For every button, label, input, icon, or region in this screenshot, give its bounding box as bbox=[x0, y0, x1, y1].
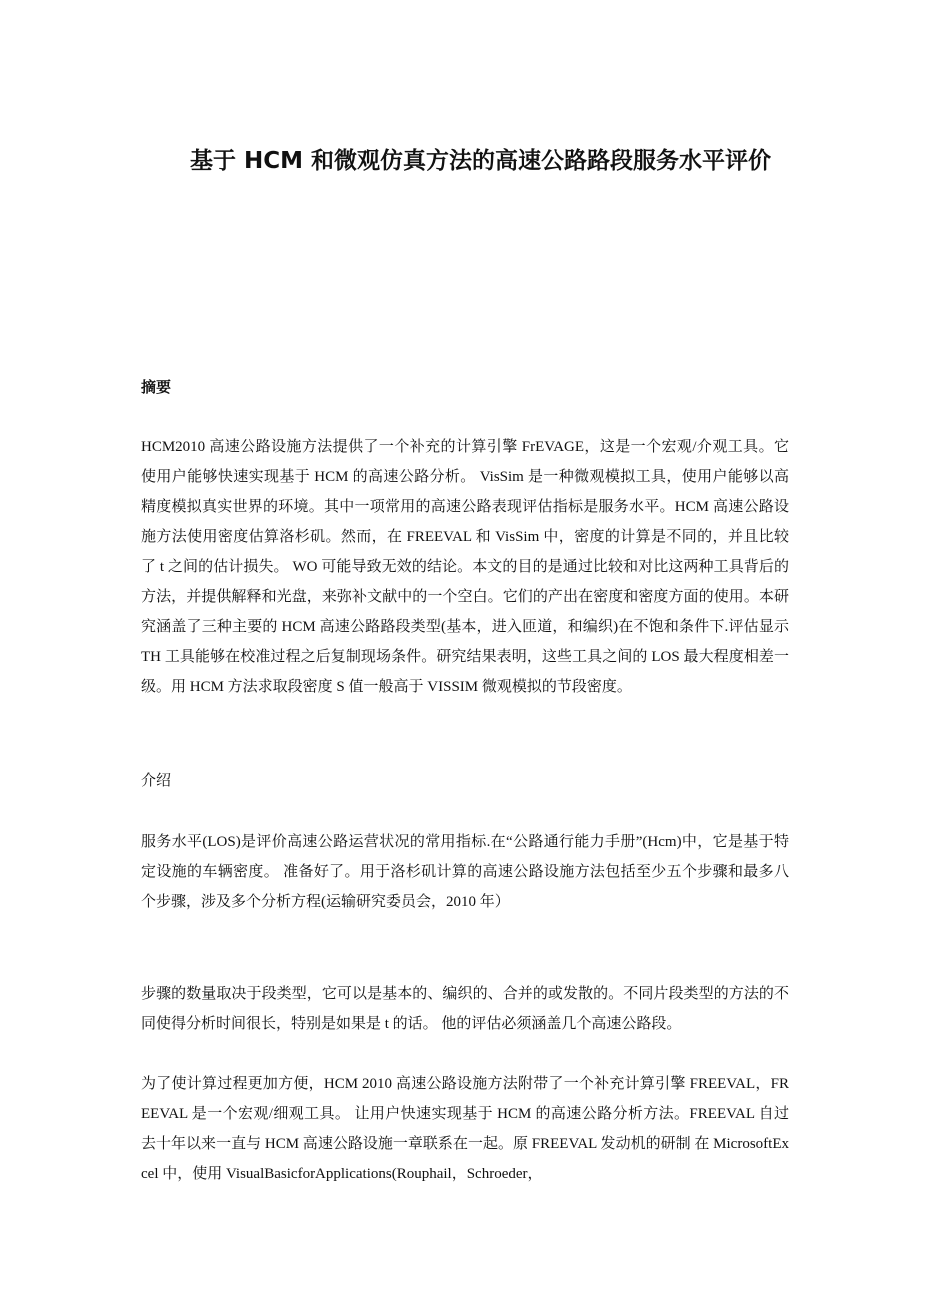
abstract-heading: 摘要 bbox=[141, 378, 172, 396]
intro-paragraph-1: 服务水平(LOS)是评价高速公路运营状况的常用指标.在“公路通行能力手册”(Hcm)中，它是基于特定设施的车辆密度。 准备好了。用于洛杉矶计算的高速公路设施方法包括至少五个步骤和最多八个步骤，涉及多个分析方程(运输研究委员会，2010 年） bbox=[141, 834, 789, 910]
intro-paragraph-3: 为了使计算过程更加方便，HCM 2010 高速公路设施方法附带了一个补充计算引擎 FREEVAL，FREEVAL 是一个宏观/细观工具。 让用户快速实现基于 HCM 的高速公路分析方法。FREEVAL 自过去十年以来一直与 HCM 高速公路设施一章联系在一起。原 FREEVAL 发动机的研制 在 MicrosoftExcel 中，使用 VisualBasicforApplications(Rouphail，Schroeder， bbox=[141, 1076, 789, 1182]
intro-paragraph-2: 步骤的数量取决于段类型，它可以是基本的、编织的、合并的或发散的。不同片段类型的方法的不同使得分析时间很长，特别是如果是 t 的话。 他的评估必须涵盖几个高速公路段。 bbox=[141, 986, 789, 1032]
abstract-paragraph: HCM2010 高速公路设施方法提供了一个补充的计算引擎 FrEVAGE，这是一个宏观/介观工具。它使用户能够快速实现基于 HCM 的高速公路分析。 VisSim 是一种微观模拟工具，使用户能够以高精度模拟真实世界的环境。其中一项常用的高速公路表现评估指标是服务水平。HCM 高速公路设施方法使用密度估算洛杉矶。然而，在 FREEVAL 和 VisSim 中，密度的计算是不同的，并且比较了 t 之间的估计损失。 WO 可能导致无效的结论。本文的目的是通过比较和对比这两种工具背后的方法，并提供解释和光盘，来弥补文献中的一个空白。它们的产出在密度和密度方面的使用。本研究涵盖了三种主要的 HCM 高速公路路段类型(基本，进入匝道，和编织)在不饱和条件下.评估显示 TH 工具能够在校准过程之后复制现场条件。研究结果表明，这些工具之间的 LOS 最大程度相差一级。用 HCM 方法求取段密度 S 值一般高于 VISSIM 微观模拟的节段密度。 bbox=[141, 439, 789, 695]
document-title: 基于 HCM 和微观仿真方法的高速公路路段服务水平评价 bbox=[190, 148, 772, 174]
intro-heading: 介绍 bbox=[141, 773, 172, 789]
